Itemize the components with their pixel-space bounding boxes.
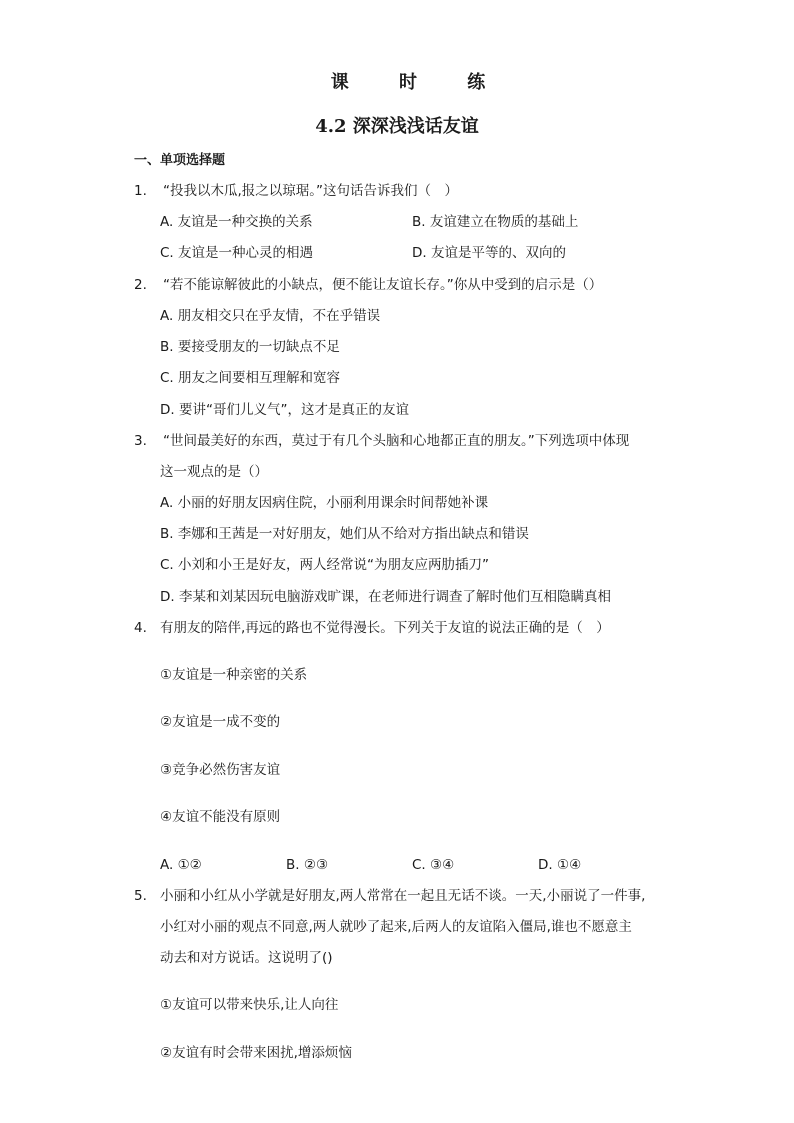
question-stem-continued: 小红对小丽的观点不同意,两人就吵了起来,后两人的友谊陷入僵局,谁也不愿意主 bbox=[160, 919, 632, 935]
question-stem-continued: 动去和对方说话。这说明了() bbox=[160, 950, 333, 966]
option-d: D. 要讲“哥们儿义气”，这才是真正的友谊 bbox=[160, 402, 409, 418]
page-title: 课 时 练 bbox=[330, 72, 508, 93]
question-number: 5. bbox=[134, 888, 147, 904]
option-d: D. 李某和刘某因玩电脑游戏旷课，在老师进行调查了解时他们互相隐瞒真相 bbox=[160, 589, 611, 605]
lesson-title: 4.2 深深浅浅话友谊 bbox=[315, 116, 479, 137]
option-a: A. 友谊是一种交换的关系 bbox=[160, 214, 313, 230]
option-c: C. 小刘和小王是好友，两人经常说“为朋友应两肋插刀” bbox=[160, 557, 489, 573]
option-c: C. 朋友之间要相互理解和宽容 bbox=[160, 370, 341, 386]
section-heading: 一、单项选择题 bbox=[134, 153, 226, 168]
option-d: D. 友谊是平等的、双向的 bbox=[412, 245, 566, 261]
question-number: 4. bbox=[134, 620, 147, 636]
question-stem: 有朋友的陪伴,再远的路也不觉得漫长。下列关于友谊的说法正确的是（ ） bbox=[160, 620, 610, 636]
statement-1: ①友谊是一种亲密的关系 bbox=[160, 667, 308, 683]
statement-2: ②友谊有时会带来困扰,增添烦恼 bbox=[160, 1045, 352, 1061]
option-b: B. 李娜和王茜是一对好朋友，她们从不给对方指出缺点和错误 bbox=[160, 526, 529, 542]
question-stem-continued: 这一观点的是（） bbox=[160, 464, 268, 480]
statement-2: ②友谊是一成不变的 bbox=[160, 714, 281, 730]
statement-3: ③竞争必然伤害友谊 bbox=[160, 762, 281, 778]
option-c: C. ③④ bbox=[412, 857, 455, 873]
option-c: C. 友谊是一种心灵的相遇 bbox=[160, 245, 314, 261]
question-stem: 小丽和小红从小学就是好朋友,两人常常在一起且无话不谈。一天,小丽说了一件事, bbox=[160, 888, 646, 904]
option-a: A. 小丽的好朋友因病住院，小丽利用课余时间帮她补课 bbox=[160, 495, 489, 511]
statement-4: ④友谊不能没有原则 bbox=[160, 809, 281, 825]
question-stem: “投我以木瓜,报之以琼琚。”这句话告诉我们（ ） bbox=[163, 183, 459, 199]
option-b: B. ②③ bbox=[286, 857, 329, 873]
question-number: 1. bbox=[134, 183, 147, 199]
question-stem: “若不能谅解彼此的小缺点，便不能让友谊长存。”你从中受到的启示是（） bbox=[163, 277, 603, 293]
option-a: A. ①② bbox=[160, 857, 202, 873]
statement-1: ①友谊可以带来快乐,让人向往 bbox=[160, 997, 339, 1013]
option-b: B. 友谊建立在物质的基础上 bbox=[412, 214, 579, 230]
question-number: 3. bbox=[134, 433, 147, 449]
option-d: D. ①④ bbox=[538, 857, 582, 873]
option-a: A. 朋友相交只在乎友情，不在乎错误 bbox=[160, 308, 381, 324]
question-number: 2. bbox=[134, 277, 147, 293]
question-stem: “世间最美好的东西，莫过于有几个头脑和心地都正直的朋友。”下列选项中体现 bbox=[163, 433, 630, 449]
option-b: B. 要接受朋友的一切缺点不足 bbox=[160, 339, 340, 355]
